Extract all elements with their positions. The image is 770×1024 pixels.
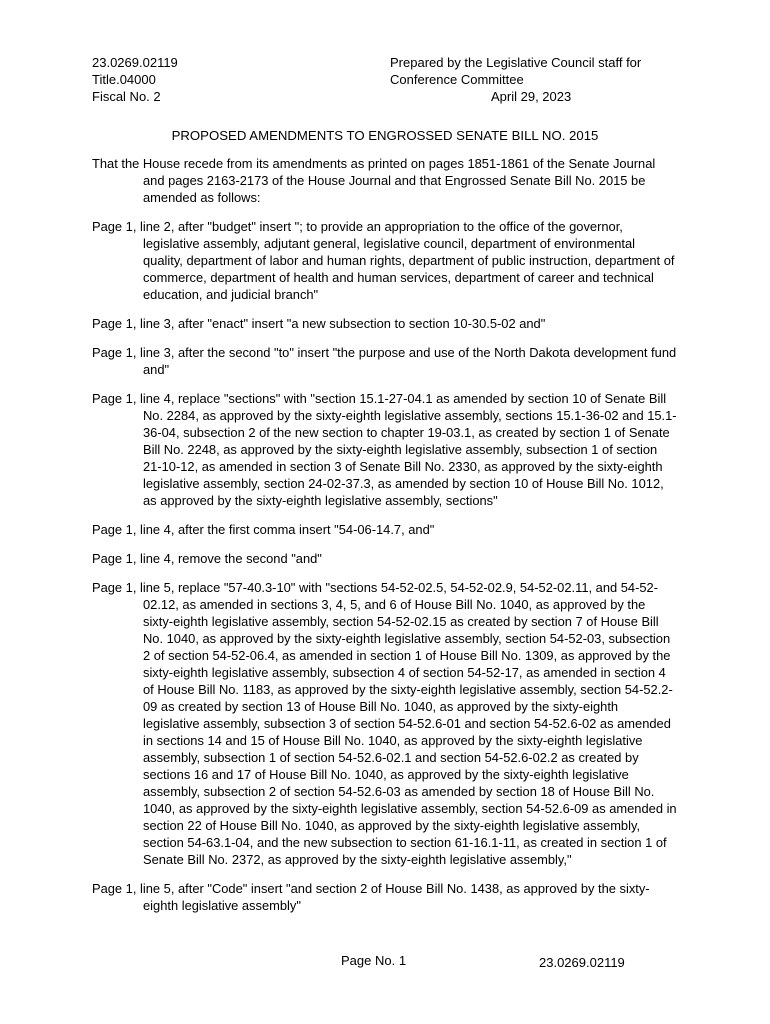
header-left xyxy=(92,54,178,105)
amendment-paragraph: Page 1, line 5, after "Code" insert "and section 2 of House Bill No. 1438, as approved by the sixty-eighth legislative assembly" xyxy=(92,881,650,913)
amendment-paragraph: Page 1, line 4, after the first comma insert "54-06-14.7, and" xyxy=(92,522,435,537)
document-title: PROPOSED AMENDMENTS TO ENGROSSED SENATE BILL NO. 2015 xyxy=(171,128,599,143)
amendment-paragraph: Page 1, line 3, after the second "to" insert "the purpose and use of the North Dakota development fund and" xyxy=(92,345,677,377)
footer-doc-code: 23.0269.02119 xyxy=(539,955,625,970)
document-date: April 29, 2023 xyxy=(491,89,572,104)
amendment-paragraph: Page 1, line 4, remove the second "and" xyxy=(92,551,322,566)
amendment-paragraph: Page 1, line 4, replace "sections" with "section 15.1-27-04.1 as amended by section 10 of Senate Bill No. 2284, as approved by the sixty-eighth legislative assembly, sections 15.1-36-02 and 15.1-36-04, subsection 2 of the new section to chapter 19-03.1, as created by section 1 of Senate Bill No. 2248, as approved by the sixty-eighth legislative assembly, subsection 1 of section 21-10-12, as amended in section 3 of Senate Bill No. 2330, as approved by the sixty-eighth legislative assembly, section 24-02-37.3, as amended by section 10 of House Bill No. 1012, as approved by the sixty-eighth legislative assembly, sections" xyxy=(92,391,677,508)
intro-paragraph: That the House recede from its amendments as printed on pages 1851-1861 of the Senate Journal and pages 2163-2173 of the House Journal and that Engrossed Senate Bill No. 2015 be amended as follows: xyxy=(92,156,656,205)
prepared-by-line2: Conference Committee xyxy=(390,72,524,87)
amendments-body xyxy=(92,155,677,926)
amendment-paragraph: Page 1, line 3, after "enact" insert "a new subsection to section 10-30.5-02 and" xyxy=(92,316,546,331)
fiscal-number: Fiscal No. 2 xyxy=(92,89,161,104)
page-number: Page No. 1 xyxy=(341,953,407,968)
amendment-paragraph: Page 1, line 5, replace "57-40.3-10" with "sections 54-52-02.5, 54-52-02.9, 54-52-02.11, and 54-52-02.12, as amended in sections 3, 4, 5, and 6 of House Bill No. 1040, as approved by the sixty-eighth legislative assembly, section 54-52-02.15 as created by section 7 of House Bill No. 1040, as approved by the sixty-eighth legislative assembly, section 54-52-03, subsection 2 of section 54-52-06.4, as amended in section 1 of House Bill No. 1309, as approved by the sixty-eighth legislative assembly, subsection 4 of section 54-52-17, as amended in section 4 of House Bill No. 1183, as approved by the sixty-eighth legislative assembly, section 54-52.2-09 as created by section 13 of House Bill No. 1040, as approved by the sixty-eighth legislative assembly, subsection 3 of section 54-52.6-01 and section 54-52.6-02 as amended in sections 14 and 15 of House Bill No. 1040, as approved by the sixty-eighth legislative assembly, subsection 1 of section 54-52.6-02.1 and section 54-52.6-02.2 as created by sections 16 and 17 of House Bill No. 1040, as approved by the sixty-eighth legislative assembly, subsection 2 of section 54-52.6-03 as amended by section 18 of House Bill No. 1040, as approved by the sixty-eighth legislative assembly, section 54-52.6-09 as amended in section 22 of House Bill No. 1040, as approved by the sixty-eighth legislative assembly, section 54-63.1-04, and the new subsection to section 61-16.1-11, as created in section 1 of Senate Bill No. 2372, as approved by the sixty-eighth legislative assembly," xyxy=(92,580,677,867)
prepared-by-line1: Prepared by the Legislative Council staff for xyxy=(390,55,642,70)
doc-code: 23.0269.02119 xyxy=(92,55,178,70)
header-right xyxy=(390,54,670,105)
title-code: Title.04000 xyxy=(92,72,156,87)
amendment-paragraph: Page 1, line 2, after "budget" insert "; to provide an appropriation to the office of the governor, legislative assembly, adjutant general, legislative council, department of environmental quality, department of labor and human rights, department of public instruction, department of commerce, department of health and human services, department of career and technical education, and judicial branch" xyxy=(92,219,675,302)
